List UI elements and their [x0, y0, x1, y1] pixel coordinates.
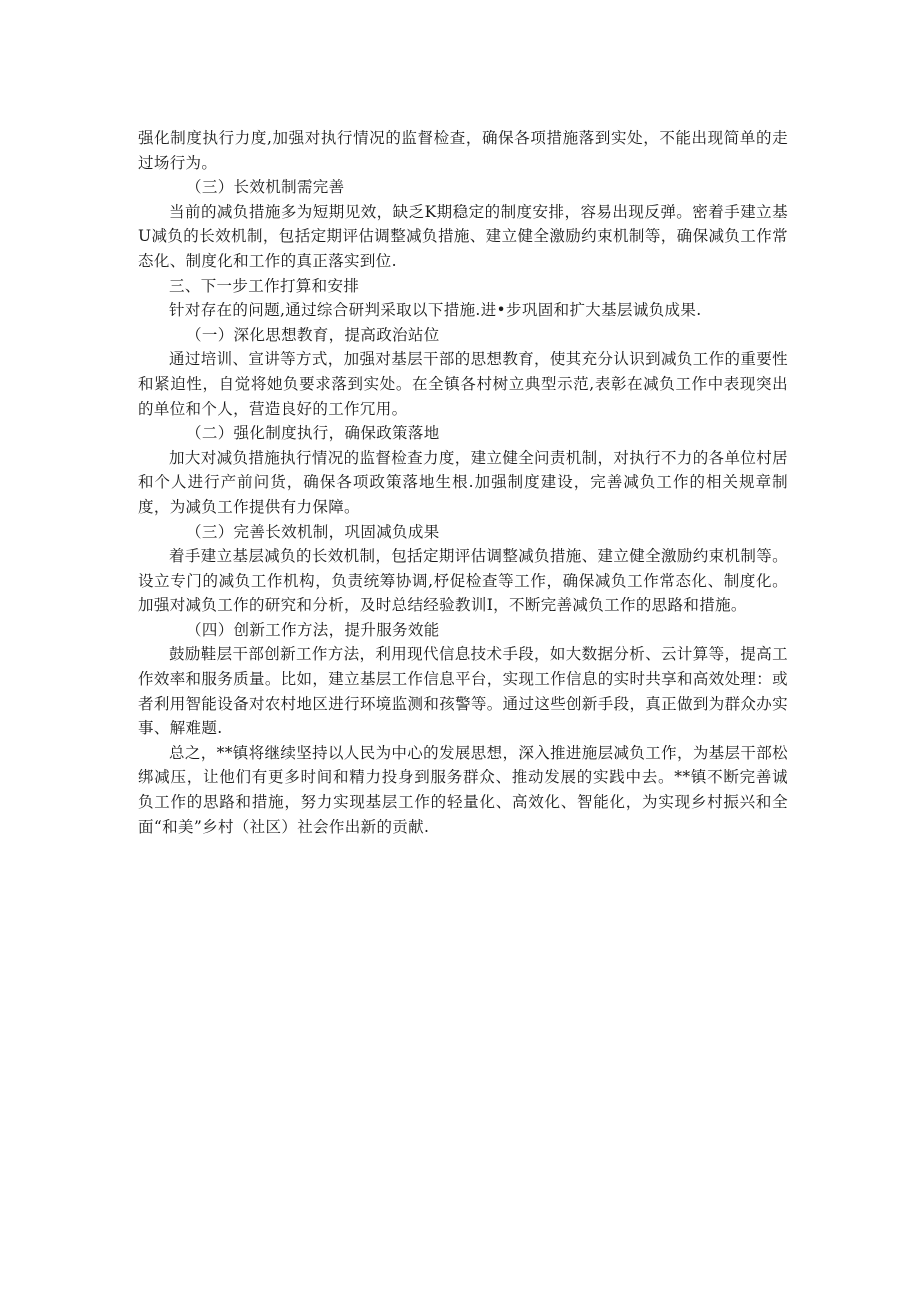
subheading-ideological-education: （一）深化思想教育，提高政治站位	[186, 325, 440, 344]
subheading-long-term-mechanism: （三）完善长效机制，巩固减负成果	[186, 522, 440, 541]
subheading-innovation: （四）创新工作方法，提升服务效能	[186, 620, 440, 639]
section-heading-next-steps: 三、下一步工作打算和安排	[169, 276, 360, 295]
paragraph-long-term-mechanism-measures: 着手建立基层减负的长效机制，包括定期评估调整减负措施、建立健全激励约束机制等。设立专门的减负工作机构，负责统筹协调,杼促检查等工作，确保减负工作常态化、制度化。加强对减负工作的研究和分析，及时总结经验教训I，不断完善减负工作的思路和措施。	[138, 547, 788, 615]
paragraph-measures-intro: 针对存在的问题,通过综合研判采取以下措施.进•步巩固和扩大基层诚负成果.	[169, 301, 702, 320]
paragraph-conclusion: 总之，**镇将继续坚持以人民为中心的发展思想，深入推进施层减负工作，为基层干部松绑减压，让他们有更多时间和精力投身到服务群众、推动发展的实践中去。**镇不断完善诚负工作的思路和措施，努力实现基层工作的轻量化、高效化、智能化，为实现乡村振兴和全面“和美”乡村（社区）社会作出新的贡献.	[138, 743, 788, 836]
paragraph-long-term-mechanism: 当前的减负措施多为短期见效，缺乏K期稳定的制度安排，容易出现反弹。密着手建立基U减负的长效机制，包括定期评估调整减负措施、建立健全激励约束机制等，确保减负工作常态化、制度化和工作的真正落实到位.	[138, 202, 788, 270]
paragraph-continuation: 强化制度执行力度,加强对执行情况的监督检查，确保各项措施落到实处，不能出现简单的走过场行为。	[138, 129, 788, 172]
subheading-long-term-mechanism-issue: （三）长效机制需完善	[186, 178, 345, 197]
paragraph-system-execution: 加大对减负措施执行情况的监督检查力度，建立健全问责机制，对执行不力的各单位村居和个人进行产前问货，确保各项政策落地生根.加强制度建设，完善减负工作的相关规章制度，为减负工作提供有力保障。	[138, 448, 788, 516]
subheading-system-execution: （二）强化制度执行，确保政策落地	[186, 424, 440, 443]
document-body	[138, 126, 788, 839]
paragraph-innovation: 鼓励鞋层干部创新工作方法，利用现代信息技术手段，如大数据分析、云计算等，提高工作效率和服务质量。比如，建立基层工作信息平台，实现工作信息的实时共享和高效处理：或者利用智能设备对农村地区进行环境监测和孩警等。通过这些创新手段，真正做到为群众办实事、解难题.	[138, 645, 788, 738]
paragraph-ideological-education: 通过培训、宣讲等方式，加强对基层干部的思想教育，使其充分认识到减负工作的重要性和紧迫性，自觉将她负要求落到实处。在全镇各村树立典型示范,表彰在减负工作中表现突出的单位和个人，营造良好的工作冗用。	[138, 350, 788, 418]
